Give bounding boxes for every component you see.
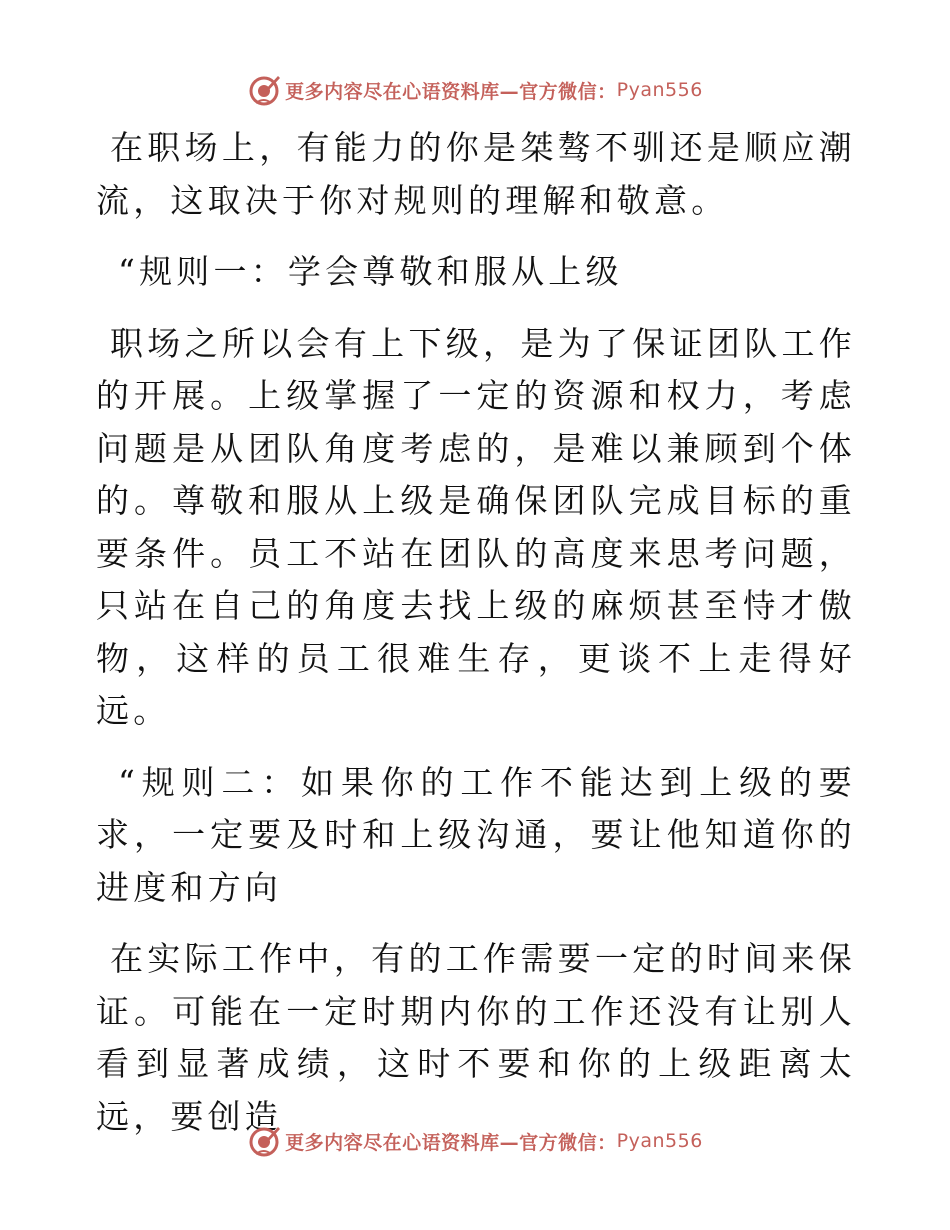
watermark-footer (0, 1121, 950, 1161)
rule-one-heading: “规则一：学会尊敬和服从上级 (118, 252, 623, 291)
watermark-text: 更多内容尽在心语资料库—官方微信： (285, 1131, 617, 1154)
watermark-header (0, 70, 950, 110)
quill-logo-icon (247, 1124, 281, 1158)
rule-two-heading: “规则二：如果你的工作不能达到上级的要求，一定要及时和上级沟通，要让他知道你的进度和方向 (96, 762, 856, 907)
rule-one-body: 职场之所以会有上下级，是为了保证团队工作的开展。上级掌握了一定的资源和权力，考虑问题是从团队角度考虑的，是难以兼顾到个体的。尊敬和服从上级是确保团队完成目标的重要条件。员工不站在团队的高度来思考问题，只站在自己的角度去找上级的麻烦甚至恃才傲物，这样的员工很难生存，更谈不上走得好远。 (96, 323, 856, 730)
quill-logo-icon (247, 73, 281, 107)
watermark-account: Pyan556 (616, 79, 703, 101)
watermark-text: 更多内容尽在心语资料库—官方微信： (285, 80, 617, 103)
intro-paragraph: 在职场上，有能力的你是桀骜不驯还是顺应潮流，这取决于你对规则的理解和敬意。 (96, 128, 856, 220)
rule-two-body: 在实际工作中，有的工作需要一定的时间来保证。可能在一定时期内你的工作还没有让别人看到显著成绩，这时不要和你的上级距离太远，要创造 (96, 939, 856, 1136)
watermark-account: Pyan556 (616, 1130, 703, 1152)
document-body (96, 122, 856, 1143)
